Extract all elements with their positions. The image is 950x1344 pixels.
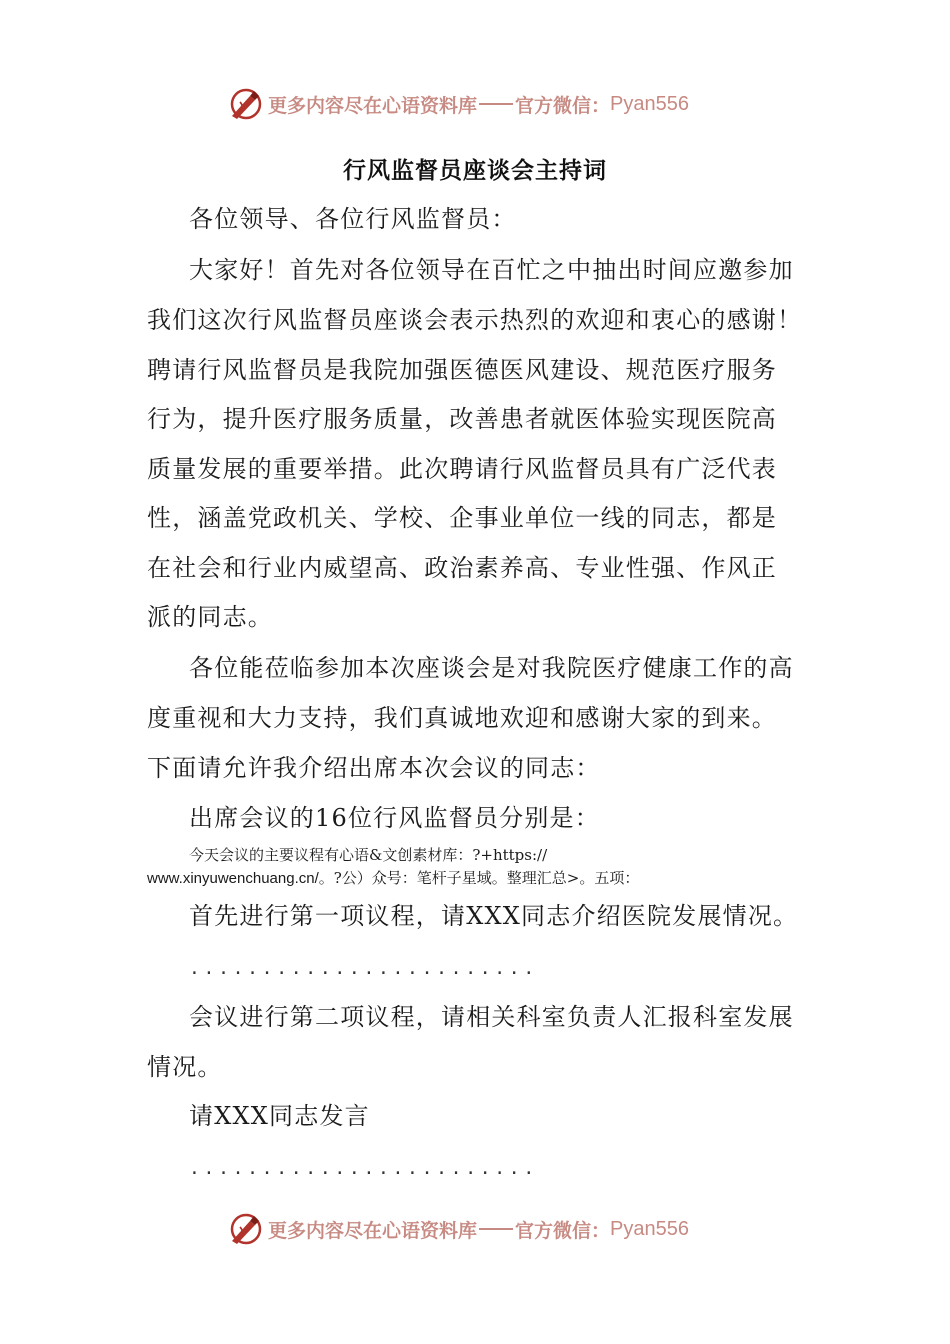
banner-title: 更多内容尽在心语资料库 bbox=[268, 94, 478, 117]
agenda-item-2-cont: 情况。 bbox=[147, 1053, 223, 1081]
agenda-note-url: www.xinyuwenchuang.cn/ bbox=[147, 870, 319, 887]
document-title: 行风监督员座谈会主持词 bbox=[343, 158, 607, 184]
paragraph-line: 质量发展的重要举措。此次聘请行风监督员具有广泛代表 bbox=[147, 455, 777, 483]
attendees-line: 出席会议的16位行风监督员分别是： bbox=[189, 804, 600, 832]
header-banner bbox=[0, 82, 950, 126]
paragraph-line: 度重视和大力支持，我们真诚地欢迎和感谢大家的到来。 bbox=[147, 704, 777, 732]
paragraph-line: 在社会和行业内威望高、政治素养高、专业性强、作风正 bbox=[147, 554, 777, 582]
banner-dash bbox=[479, 1228, 513, 1230]
agenda-note-line2 bbox=[147, 867, 639, 890]
banner-title: 更多内容尽在心语资料库 bbox=[268, 1219, 478, 1242]
banner-dash bbox=[479, 103, 513, 105]
paragraph-line: 我们这次行风监督员座谈会表示热烈的欢迎和衷心的感谢！ bbox=[147, 306, 803, 334]
paragraph-line: 性，涵盖党政机关、学校、企事业单位一线的同志，都是 bbox=[147, 504, 777, 532]
banner-wechat-id: Pyan556 bbox=[610, 92, 689, 115]
paragraph-line: 各位能莅临参加本次座谈会是对我院医疗健康工作的高 bbox=[189, 654, 794, 682]
paragraph-line: 行为，提升医疗服务质量，改善患者就医体验实现医院高 bbox=[147, 405, 777, 433]
salutation: 各位领导、各位行风监督员： bbox=[189, 205, 517, 233]
agenda-note-rest: 。?公）众号：笔杆子星域。整理汇总>。五项： bbox=[318, 869, 640, 887]
paragraph-line: 派的同志。 bbox=[147, 603, 273, 631]
pen-logo-icon bbox=[228, 1211, 264, 1247]
banner-wechat-label: 官方微信： bbox=[515, 1219, 611, 1242]
paragraph-line: 大家好！首先对各位领导在百忙之中抽出时间应邀参加 bbox=[189, 256, 794, 284]
banner-wechat-label: 官方微信： bbox=[515, 94, 611, 117]
agenda-item-2: 会议进行第二项议程，请相关科室负责人汇报科室发展 bbox=[189, 1003, 794, 1031]
paragraph-line: 下面请允许我介绍出席本次会议的同志： bbox=[147, 754, 601, 782]
agenda-note-line1: 今天会议的主要议程有心语&文创素材库：?+https:// bbox=[189, 846, 548, 864]
ellipsis-dots: ........................ bbox=[189, 958, 538, 979]
agenda-item-1: 首先进行第一项议程，请XXX同志介绍医院发展情况。 bbox=[189, 902, 799, 930]
ellipsis-dots: ........................ bbox=[189, 1158, 538, 1179]
pen-logo-icon bbox=[228, 86, 264, 122]
footer-banner bbox=[0, 1207, 950, 1251]
agenda-item-3: 请XXX同志发言 bbox=[189, 1102, 370, 1130]
paragraph-line: 聘请行风监督员是我院加强医德医风建设、规范医疗服务 bbox=[147, 356, 777, 384]
banner-wechat-id: Pyan556 bbox=[610, 1217, 689, 1240]
